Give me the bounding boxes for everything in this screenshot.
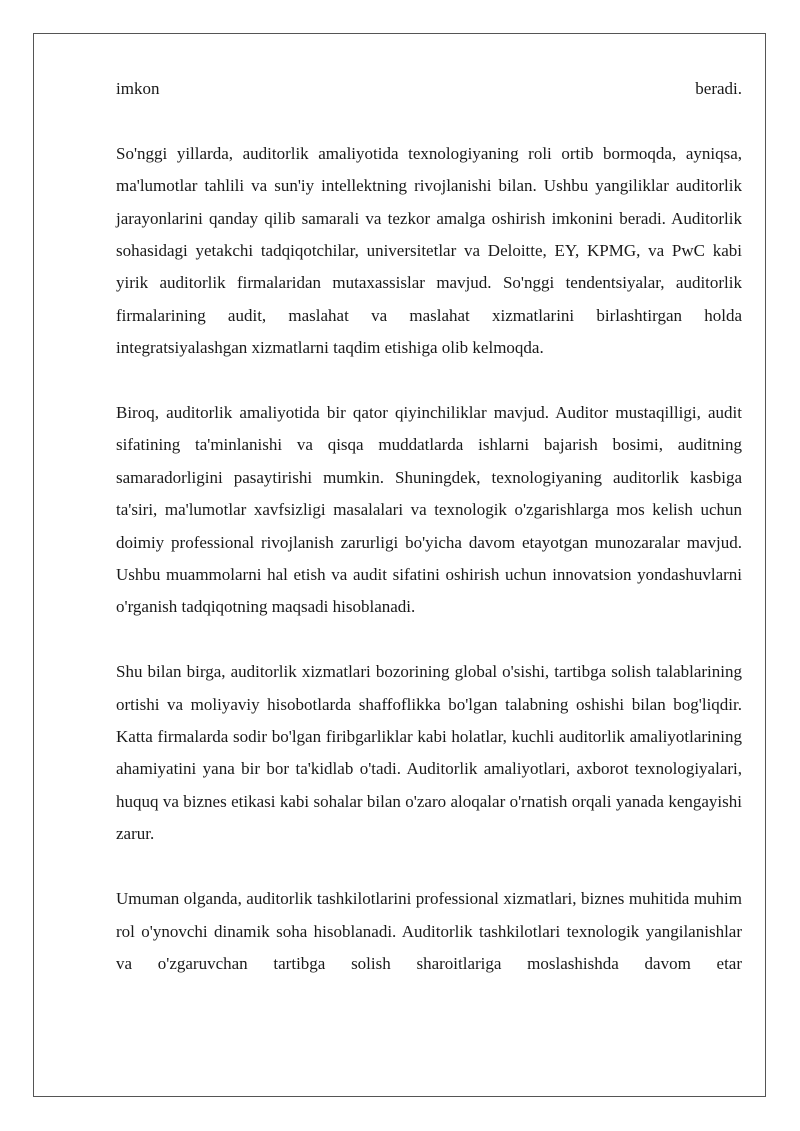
paragraph-2: So'nggi yillarda, auditorlik amaliyotida texnologiyaning roli ortib bormoqda, ayniqsa, ma'lumotlar tahlili va sun'iy intellektning rivojlanishi bilan. Ushbu yangiliklar auditorlik jarayonlarini qanday qilib samarali va tezkor amalga oshirish imkonini beradi. Auditorlik sohasidagi yetakchi tadqiqotchilar, universitetlar va Deloitte, EY, KPMG, va PwC kabi yirik auditorlik firmalaridan mutaxassislar mavjud. So'nggi tendentsiyalar, auditorlik firmalarining audit, maslahat va maslahat xizmatlarini birlashtirgan holda integratsiyalashgan xizmatlarni taqdim etishiga olib kelmoqda. <box>116 143 742 358</box>
paragraph-4: Shu bilan birga, auditorlik xizmatlari bozorining global o'sishi, tartibga solish talablarining ortishi va moliyaviy hisobotlarda shaffoflikka bo'lgan talabning oshishi bilan bog'liqdir. Katta firmalarda sodir bo'lgan firibgarliklar kabi holatlar, kuchli auditorlik amaliyotlarining ahamiyatini yana bir bor ta'kidlab o'tadi. Auditorlik amaliyotlari, axborot texnologiyalari, huquq va biznes etikasi kabi sohalar bilan o'zaro aloqalar o'rnatish orqali yanada kengayishi zarur. <box>116 662 742 844</box>
paragraph-3: Biroq, auditorlik amaliyotida bir qator qiyinchiliklar mavjud. Auditor mustaqilligi, audit sifatining ta'minlanishi va qisqa muddatlarda ishlarni bajarish bosimi, auditning samaradorligini pasaytirishi mumkin. Shuningdek, texnologiyaning auditorlik kasbiga ta'siri, ma'lumotlar xavfsizligi masalalari va texnologik o'zgarishlarga mos kelish uchun doimiy professional rivojlanish zarurligi bo'yicha davom etayotgan munozaralar mavjud. Ushbu muammolarni hal etish va audit sifatini oshirish uchun innovatsion yondashuvlarni o'rganish tadqiqotning maqsadi hisoblanadi. <box>116 403 742 617</box>
paragraph-5: Umuman olganda, auditorlik tashkilotlarini professional xizmatlari, biznes muhitida muhim rol o'ynovchi dinamik soha hisoblanadi. Auditorlik tashkilotlari texnologik yangilanishlar va o'zgaruvchan tartibga solish sharoitlariga moslashishda davom etar <box>116 889 742 973</box>
document-body <box>116 73 742 1013</box>
paragraph-1: imkon beradi. <box>116 79 742 98</box>
